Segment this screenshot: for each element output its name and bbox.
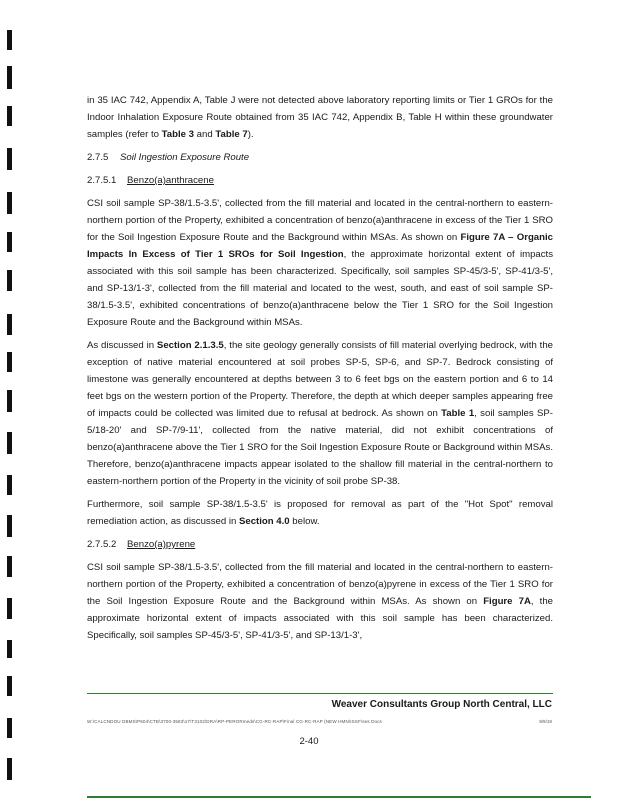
paragraph: CSI soil sample SP-38/1.5-3.5', collected from the fill material and located in the central-northern to eastern-northern portion of the Property, exhibited a concentration of benzo(a)anthracene in excess of the Tier 1 SRO for the Soil Ingestion Exposure Route and the Background within MSAs. As shown on Figure 7A – Organic Impacts In Excess of Tier 1 SROs for Soil Ingestion, the approximate horizontal extent of impacts associated with this soil sample has been characterized. Specifically, soil samples SP-45/3-5', SP-41/3-5', and SP-13/1-3', collected from the fill material and located to the west, south, and east of soil sample SP-38/1.5-3.5', exhibited concentrations of benzo(a)anthracene below the Tier 1 SRO for the Soil Ingestion Exposure Route and the Background within MSAs. [87,198,554,328]
binder-edge-marks [7,0,13,800]
section-heading-2-7-5-2: 2.7.5.2 Benzo(a)pyrene [87,539,196,550]
paragraph: Furthermore, soil sample SP-38/1.5-3.5' is proposed for removal as part of the "Hot Spot" removal remediation action, as discussed in Section 4.0 below. [87,499,553,527]
company-name: Weaver Consultants Group North Central, LLC [331,699,552,710]
file-path: W:\CALCNDOU DBMS\P604\CTB\3700-3583\17\T3102\DRA\RP-PERORmeds\CG-RC-RAP\Final CG-RC-RAP (NEW HMN\ISSF\ses Docs [87,719,382,724]
bottom-divider [87,796,591,798]
document-body [87,92,553,650]
page-number: 2-40 [299,736,319,747]
section-heading-2-7-5: 2.7.5 Soil Ingestion Exposure Route [87,152,250,163]
paragraph: As discussed in Section 2.1.3.5, the site geology generally consists of fill material overlying bedrock, with the exception of native material encountered at soil probes SP-5, SP-6, and SP-7. Bedrock consisting of limestone was generally encountered at depths between 3 to 6 feet bgs on the eastern portion and 6 to 14 feet bgs on the western portion of the Property. Therefore, the depth at which deeper samples appearing free of impacts could be collected was limited due to refusal at bedrock. As shown on Table 1, soil samples SP-5/18-20' and SP-7/9-11', collected from the native material, did not exhibit concentrations of benzo(a)anthracene above the Tier 1 SRO for the Soil Ingestion Exposure Route or Background within MSAs. Therefore, benzo(a)anthracene impacts appear isolated to the shallow fill material in the central-northern to eastern-northern portion of the Property in the vicinity of soil probe SP-38. [87,340,554,487]
footer-date: 9/9/19 [539,719,552,724]
footer-divider [87,693,553,694]
paragraph: in 35 IAC 742, Appendix A, Table J were not detected above laboratory reporting limits or Tier 1 GROs for the Indoor Inhalation Exposure Route obtained from 35 IAC 742, Appendix B, Table H within these groundwater samples (refer to Table 3 and Table 7). [87,95,553,140]
section-heading-2-7-5-1: 2.7.5.1 Benzo(a)anthracene [87,175,214,186]
paragraph: CSI soil sample SP-38/1.5-3.5', collected from the fill material and located in the central-northern to eastern-northern portion of the Property, exhibited a concentration of benzo(a)pyrene in excess of the Tier 1 SRO for the Soil Ingestion Exposure Route and the Background within MSAs. As shown on Figure 7A, the approximate horizontal extent of impacts associated with this soil sample has been characterized. Specifically, soil samples SP-45/3-5', SP-41/3-5', and SP-13/1-3', [87,562,553,641]
